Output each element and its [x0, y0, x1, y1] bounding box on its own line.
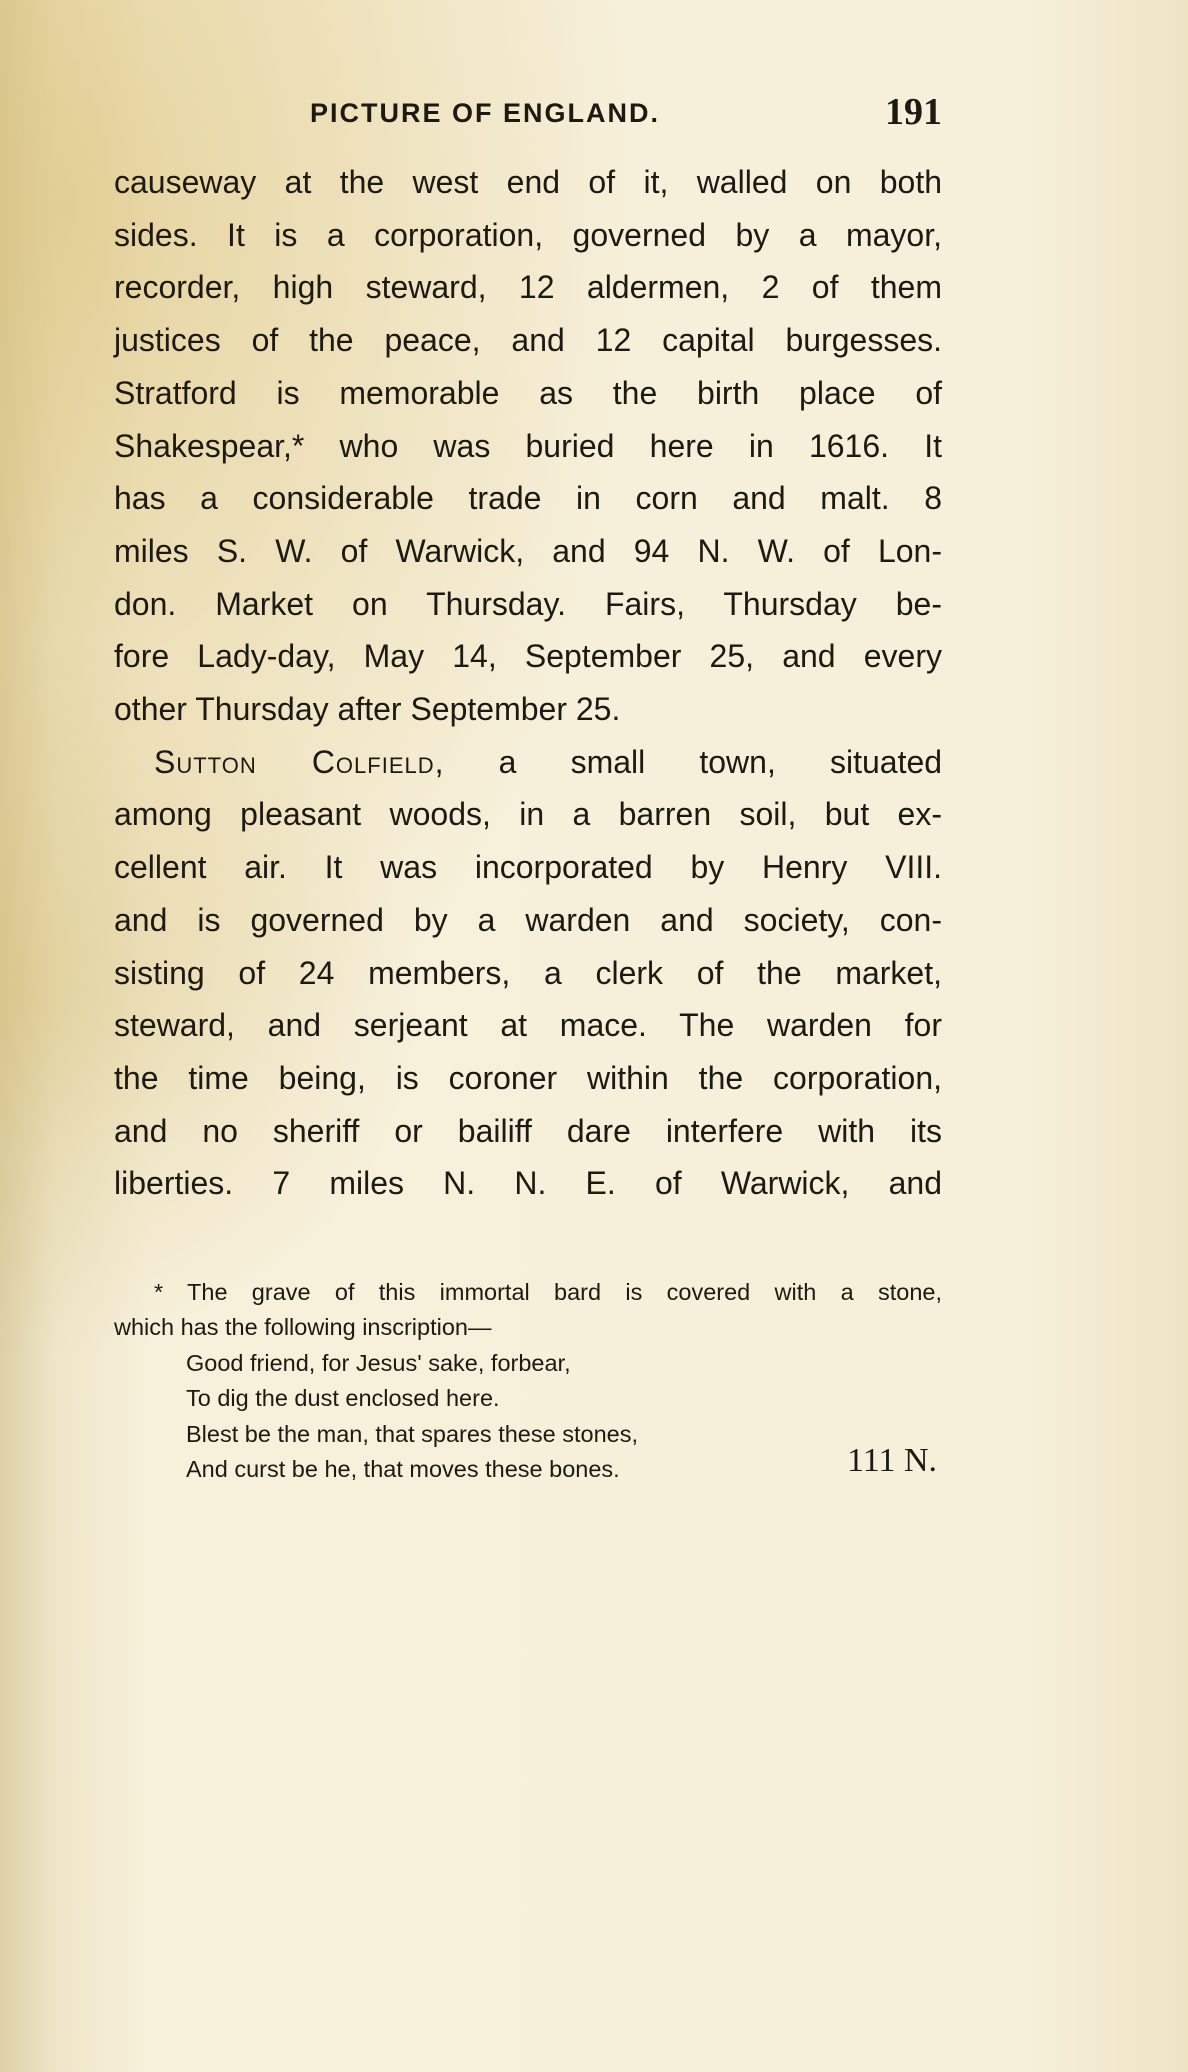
body-text — [114, 156, 942, 1210]
inscription-verse: And curst be he, that moves these bones. — [186, 1456, 620, 1483]
text-line: justices of the peace, and 12 capital burgesses. — [114, 322, 942, 359]
text-line: situated — [829, 743, 943, 780]
text-line: other Thursday after September 25. — [114, 691, 621, 728]
entry-line — [114, 736, 942, 789]
text-line: has a considerable trade in corn and malt. 8 — [114, 480, 942, 517]
text-line: Shakespear,* who was buried here in 1616. It — [114, 427, 942, 464]
footnote — [114, 1275, 942, 1487]
text-line: fore Lady-day, May 14, September 25, and every — [114, 638, 942, 675]
text-line: cellent air. It was incorporated by Henry VIII. — [114, 849, 942, 886]
catchword: 111 N. — [847, 1442, 938, 1479]
page-header — [310, 91, 942, 142]
text-line: liberties. 7 miles N. N. E. of Warwick, and — [114, 1165, 942, 1202]
inscription-verse: Good friend, for Jesus' sake, forbear, — [186, 1349, 571, 1376]
text-line: and no sheriff or bailiff dare interfere with its — [114, 1112, 942, 1149]
entry-text: a small town, — [498, 743, 776, 780]
inscription-verse: To dig the dust enclosed here. — [186, 1385, 500, 1412]
running-title: PICTURE OF ENGLAND. — [310, 98, 661, 128]
text-line: and is governed by a warden and society, con- — [114, 901, 942, 938]
text-line: causeway at the west end of it, walled on both — [114, 164, 942, 200]
text-line: the time being, is coroner within the corporation, — [114, 1059, 942, 1096]
entry-heading: Sutton Colfield, — [154, 743, 445, 780]
text-line: don. Market on Thursday. Fairs, Thursday be- — [114, 585, 942, 622]
text-line: sides. It is a corporation, governed by a mayor, — [114, 216, 942, 253]
text-line: among pleasant woods, in a barren soil, but ex- — [114, 796, 942, 833]
text-line: Stratford is memorable as the birth place of — [114, 374, 942, 411]
text-line: miles S. W. of Warwick, and 94 N. W. of Lon- — [114, 532, 942, 569]
text-line: steward, and serjeant at mace. The warden for — [114, 1007, 942, 1044]
page-number: 191 — [885, 91, 942, 133]
text-line: sisting of 24 members, a clerk of the market, — [114, 954, 942, 991]
footnote-line: * The grave of this immortal bard is covered with a stone, — [154, 1279, 942, 1305]
footnote-line: which has the following inscription— — [114, 1314, 492, 1341]
inscription-verse: Blest be the man, that spares these stones, — [186, 1420, 638, 1447]
text-line: recorder, high steward, 12 aldermen, 2 of them — [114, 269, 942, 306]
